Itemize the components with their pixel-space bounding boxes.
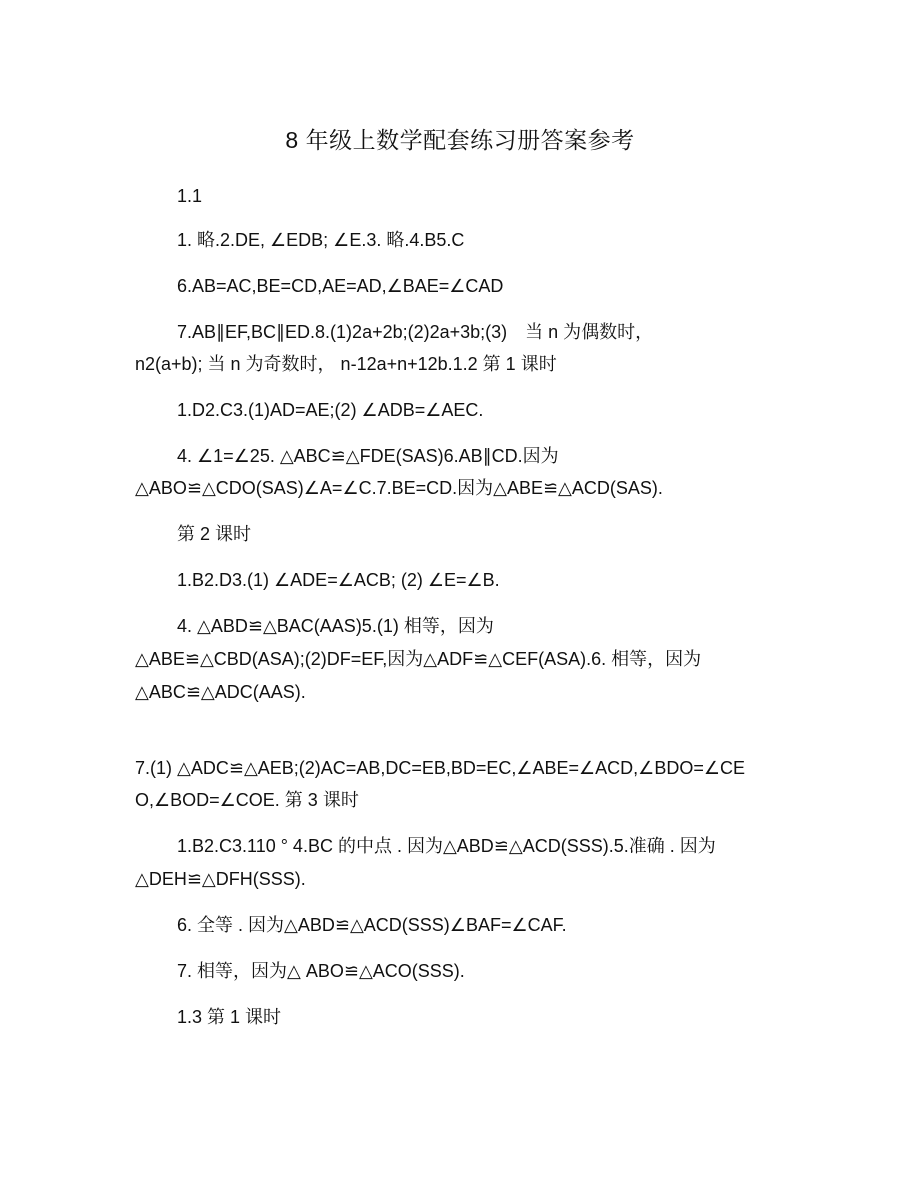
answer-line: △ABO≌△CDO(SAS)∠A=∠C.7.BE=CD.因为△ABE≌△ACD(SAS). [135, 478, 663, 498]
answer-line: 6. 全等 . 因为△ABD≌△ACD(SSS)∠BAF=∠CAF. [177, 915, 567, 935]
answer-line: 1.3 第 1 课时 [177, 1007, 282, 1027]
answer-line: △DEH≌△DFH(SSS). [135, 869, 306, 889]
answer-line: △ABC≌△ADC(AAS). [135, 682, 306, 702]
answer-line: 1.B2.C3.110 ° 4.BC 的中点 . 因为△ABD≌△ACD(SSS).5.准确 . 因为 [177, 836, 716, 856]
answer-line: 6.AB=AC,BE=CD,AE=AD,∠BAE=∠CAD [177, 276, 504, 296]
answer-line: 4. △ABD≌△BAC(AAS)5.(1) 相等，因为 [177, 616, 494, 636]
answer-line: 7. 相等，因为△ ABO≌△ACO(SSS). [177, 961, 465, 981]
answer-line: 1.B2.D3.(1) ∠ADE=∠ACB; (2) ∠E=∠B. [177, 570, 500, 590]
answer-line: 1.1 [177, 186, 203, 206]
answer-line: △ABE≌△CBD(ASA);(2)DF=EF,因为△ADF≌△CEF(ASA).6. 相等，因为 [135, 649, 702, 669]
answer-line: n2(a+b); 当 n 为奇数时， n-12a+n+12b.1.2 第 1 课时 [135, 354, 557, 374]
answer-line: 7.AB∥EF,BC∥ED.8.(1)2a+2b;(2)2a+3b;(3) 当 n 为偶数时， [177, 322, 654, 342]
document-title: 8 年级上数学配套练习册答案参考 [285, 127, 635, 153]
answer-line: O,∠BOD=∠COE. 第 3 课时 [135, 790, 359, 810]
answer-line: 1. 略.2.DE, ∠EDB; ∠E.3. 略.4.B5.C [177, 230, 465, 250]
answer-line: 第 2 课时 [177, 524, 252, 544]
answer-line: 7.(1) △ADC≌△AEB;(2)AC=AB,DC=EB,BD=EC,∠ABE=∠ACD,∠BDO=∠CE [135, 758, 745, 778]
answer-line: 1.D2.C3.(1)AD=AE;(2) ∠ADB=∠AEC. [177, 400, 484, 420]
answer-line: 4. ∠1=∠25. △ABC≌△FDE(SAS)6.AB∥CD.因为 [177, 446, 559, 466]
